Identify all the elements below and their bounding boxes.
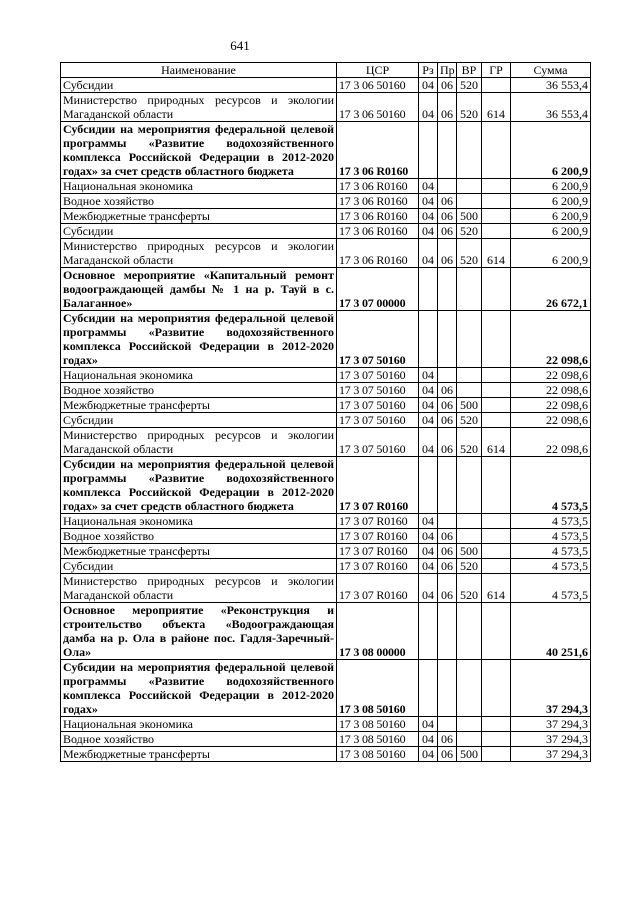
cell-vr: 520 <box>457 224 482 239</box>
cell-csr: 17 3 07 50160 <box>337 311 419 368</box>
cell-pr: 06 <box>438 529 457 544</box>
cell-sum: 37 294,3 <box>511 717 591 732</box>
cell-pr <box>438 717 457 732</box>
cell-vr: 500 <box>457 747 482 762</box>
cell-sum: 6 200,9 <box>511 239 591 268</box>
cell-sum: 37 294,3 <box>511 747 591 762</box>
cell-pr <box>438 660 457 717</box>
table-row <box>61 311 591 368</box>
cell-rz: 04 <box>419 93 438 122</box>
cell-rz: 04 <box>419 398 438 413</box>
cell-name: Министерство природных ресурсов и экологии Магаданской области <box>61 239 337 268</box>
cell-csr: 17 3 07 50160 <box>337 383 419 398</box>
cell-rz: 04 <box>419 514 438 529</box>
cell-csr: 17 3 08 50160 <box>337 717 419 732</box>
cell-gr: 614 <box>482 428 511 457</box>
cell-csr: 17 3 07 R0160 <box>337 559 419 574</box>
cell-vr <box>457 529 482 544</box>
cell-pr <box>438 514 457 529</box>
table-row <box>61 559 591 574</box>
cell-sum: 22 098,6 <box>511 413 591 428</box>
cell-gr <box>482 224 511 239</box>
cell-gr <box>482 514 511 529</box>
cell-sum: 22 098,6 <box>511 368 591 383</box>
header-name: Наименование <box>61 63 337 78</box>
table-row <box>61 574 591 603</box>
cell-name: Межбюджетные трансферты <box>61 209 337 224</box>
cell-rz: 04 <box>419 224 438 239</box>
cell-sum: 4 573,5 <box>511 574 591 603</box>
cell-vr <box>457 514 482 529</box>
table-row <box>61 732 591 747</box>
table-row <box>61 413 591 428</box>
cell-sum: 37 294,3 <box>511 732 591 747</box>
header-gr: ГР <box>482 63 511 78</box>
cell-csr: 17 3 06 R0160 <box>337 122 419 179</box>
cell-csr: 17 3 06 R0160 <box>337 224 419 239</box>
table-row <box>61 209 591 224</box>
cell-pr: 06 <box>438 428 457 457</box>
cell-csr: 17 3 07 00000 <box>337 268 419 311</box>
cell-pr: 06 <box>438 239 457 268</box>
cell-name: Субсидии на мероприятия федеральной целевой программы «Развитие водохозяйственного комплекса Российской Федерации в 2012-2020 годах» за счет средств областного бюджета <box>61 457 337 514</box>
cell-vr <box>457 660 482 717</box>
cell-sum: 4 573,5 <box>511 544 591 559</box>
header-rz: Рз <box>419 63 438 78</box>
table-body <box>61 78 591 762</box>
cell-gr <box>482 194 511 209</box>
table-row <box>61 93 591 122</box>
cell-rz <box>419 660 438 717</box>
cell-gr <box>482 311 511 368</box>
cell-rz: 04 <box>419 194 438 209</box>
cell-pr <box>438 311 457 368</box>
cell-csr: 17 3 08 50160 <box>337 732 419 747</box>
cell-rz: 04 <box>419 209 438 224</box>
cell-sum: 6 200,9 <box>511 179 591 194</box>
cell-rz: 04 <box>419 529 438 544</box>
cell-sum: 4 573,5 <box>511 529 591 544</box>
cell-name: Водное хозяйство <box>61 732 337 747</box>
cell-vr: 520 <box>457 78 482 93</box>
cell-rz: 04 <box>419 368 438 383</box>
cell-csr: 17 3 07 R0160 <box>337 529 419 544</box>
table-row <box>61 529 591 544</box>
cell-rz: 04 <box>419 559 438 574</box>
header-pr: Пр <box>438 63 457 78</box>
cell-rz: 04 <box>419 383 438 398</box>
cell-gr <box>482 179 511 194</box>
table-row <box>61 122 591 179</box>
cell-gr: 614 <box>482 93 511 122</box>
cell-gr <box>482 717 511 732</box>
cell-name: Основное мероприятие «Реконструкция и строительство объекта «Водоограждающая дамба на р. Ола в районе пос. Гадля-Заречный-Ола» <box>61 603 337 660</box>
cell-gr <box>482 529 511 544</box>
table-row <box>61 747 591 762</box>
cell-vr <box>457 368 482 383</box>
cell-rz: 04 <box>419 574 438 603</box>
cell-gr <box>482 209 511 224</box>
cell-sum: 36 553,4 <box>511 93 591 122</box>
table-row <box>61 383 591 398</box>
table-row <box>61 194 591 209</box>
cell-rz: 04 <box>419 717 438 732</box>
cell-csr: 17 3 08 50160 <box>337 660 419 717</box>
cell-vr: 520 <box>457 239 482 268</box>
cell-gr: 614 <box>482 574 511 603</box>
cell-gr <box>482 122 511 179</box>
cell-gr <box>482 660 511 717</box>
cell-csr: 17 3 08 00000 <box>337 603 419 660</box>
table-header-row <box>61 63 591 78</box>
cell-csr: 17 3 06 R0160 <box>337 209 419 224</box>
cell-vr: 520 <box>457 93 482 122</box>
cell-pr <box>438 122 457 179</box>
cell-gr <box>482 747 511 762</box>
cell-sum: 6 200,9 <box>511 194 591 209</box>
cell-vr <box>457 383 482 398</box>
cell-vr <box>457 603 482 660</box>
cell-sum: 6 200,9 <box>511 224 591 239</box>
cell-sum: 22 098,6 <box>511 311 591 368</box>
cell-csr: 17 3 07 50160 <box>337 428 419 457</box>
cell-name: Национальная экономика <box>61 368 337 383</box>
cell-name: Межбюджетные трансферты <box>61 544 337 559</box>
cell-rz: 04 <box>419 78 438 93</box>
table-row <box>61 457 591 514</box>
budget-table <box>60 62 591 762</box>
cell-gr <box>482 413 511 428</box>
cell-pr: 06 <box>438 574 457 603</box>
cell-vr: 500 <box>457 398 482 413</box>
cell-gr <box>482 559 511 574</box>
cell-rz <box>419 603 438 660</box>
cell-pr: 06 <box>438 413 457 428</box>
cell-rz: 04 <box>419 732 438 747</box>
header-vr: ВР <box>457 63 482 78</box>
cell-pr: 06 <box>438 747 457 762</box>
cell-vr <box>457 717 482 732</box>
cell-vr: 520 <box>457 559 482 574</box>
header-sum: Сумма <box>511 63 591 78</box>
cell-rz <box>419 268 438 311</box>
cell-csr: 17 3 07 R0160 <box>337 544 419 559</box>
cell-pr: 06 <box>438 732 457 747</box>
cell-gr <box>482 78 511 93</box>
cell-csr: 17 3 07 50160 <box>337 413 419 428</box>
cell-gr: 614 <box>482 239 511 268</box>
table-row <box>61 603 591 660</box>
cell-vr: 520 <box>457 574 482 603</box>
cell-vr <box>457 732 482 747</box>
cell-csr: 17 3 06 50160 <box>337 78 419 93</box>
cell-rz: 04 <box>419 428 438 457</box>
cell-name: Министерство природных ресурсов и экологии Магаданской области <box>61 93 337 122</box>
cell-sum: 4 573,5 <box>511 559 591 574</box>
cell-vr: 500 <box>457 209 482 224</box>
cell-vr: 520 <box>457 428 482 457</box>
cell-sum: 22 098,6 <box>511 383 591 398</box>
cell-pr <box>438 603 457 660</box>
cell-name: Субсидии на мероприятия федеральной целевой программы «Развитие водохозяйственного комплекса Российской Федерации в 2012-2020 годах» <box>61 311 337 368</box>
cell-sum: 6 200,9 <box>511 122 591 179</box>
cell-csr: 17 3 07 50160 <box>337 368 419 383</box>
cell-name: Субсидии <box>61 78 337 93</box>
cell-pr <box>438 268 457 311</box>
cell-rz: 04 <box>419 239 438 268</box>
cell-rz: 04 <box>419 747 438 762</box>
cell-pr: 06 <box>438 194 457 209</box>
cell-pr: 06 <box>438 544 457 559</box>
cell-vr <box>457 122 482 179</box>
cell-vr <box>457 457 482 514</box>
cell-csr: 17 3 06 R0160 <box>337 194 419 209</box>
cell-name: Межбюджетные трансферты <box>61 398 337 413</box>
cell-vr: 520 <box>457 413 482 428</box>
cell-pr: 06 <box>438 209 457 224</box>
cell-name: Субсидии <box>61 559 337 574</box>
cell-sum: 37 294,3 <box>511 660 591 717</box>
cell-gr <box>482 268 511 311</box>
cell-name: Водное хозяйство <box>61 383 337 398</box>
cell-rz <box>419 122 438 179</box>
cell-csr: 17 3 07 R0160 <box>337 574 419 603</box>
table-row <box>61 717 591 732</box>
cell-sum: 36 553,4 <box>511 78 591 93</box>
cell-name: Национальная экономика <box>61 514 337 529</box>
cell-vr <box>457 194 482 209</box>
cell-name: Министерство природных ресурсов и экологии Магаданской области <box>61 574 337 603</box>
cell-gr <box>482 398 511 413</box>
cell-csr: 17 3 07 R0160 <box>337 457 419 514</box>
page-number: 641 <box>230 38 250 53</box>
cell-vr <box>457 179 482 194</box>
cell-name: Водное хозяйство <box>61 194 337 209</box>
cell-pr: 06 <box>438 559 457 574</box>
cell-sum: 6 200,9 <box>511 209 591 224</box>
table-row <box>61 398 591 413</box>
cell-name: Субсидии на мероприятия федеральной целевой программы «Развитие водохозяйственного комплекса Российской Федерации в 2012-2020 годах» за счет средств областного бюджета <box>61 122 337 179</box>
cell-name: Субсидии <box>61 413 337 428</box>
cell-sum: 4 573,5 <box>511 457 591 514</box>
table-row <box>61 514 591 529</box>
table-row <box>61 544 591 559</box>
cell-gr <box>482 457 511 514</box>
cell-gr <box>482 603 511 660</box>
cell-sum: 26 672,1 <box>511 268 591 311</box>
cell-gr <box>482 368 511 383</box>
cell-pr: 06 <box>438 78 457 93</box>
cell-csr: 17 3 08 50160 <box>337 747 419 762</box>
cell-name: Национальная экономика <box>61 179 337 194</box>
table-row <box>61 268 591 311</box>
table-row <box>61 368 591 383</box>
table-row <box>61 428 591 457</box>
cell-sum: 22 098,6 <box>511 428 591 457</box>
cell-vr <box>457 268 482 311</box>
cell-csr: 17 3 07 50160 <box>337 398 419 413</box>
cell-pr: 06 <box>438 224 457 239</box>
cell-csr: 17 3 07 R0160 <box>337 514 419 529</box>
cell-pr <box>438 179 457 194</box>
cell-sum: 22 098,6 <box>511 398 591 413</box>
table-row <box>61 78 591 93</box>
cell-name: Национальная экономика <box>61 717 337 732</box>
cell-pr: 06 <box>438 93 457 122</box>
cell-name: Водное хозяйство <box>61 529 337 544</box>
cell-rz <box>419 457 438 514</box>
cell-name: Субсидии <box>61 224 337 239</box>
cell-pr: 06 <box>438 398 457 413</box>
cell-rz: 04 <box>419 544 438 559</box>
cell-name: Субсидии на мероприятия федеральной целевой программы «Развитие водохозяйственного комплекса Российской Федерации в 2012-2020 годах» <box>61 660 337 717</box>
cell-gr <box>482 544 511 559</box>
cell-csr: 17 3 06 R0160 <box>337 239 419 268</box>
table-row <box>61 179 591 194</box>
cell-vr: 500 <box>457 544 482 559</box>
table-row <box>61 239 591 268</box>
cell-pr <box>438 457 457 514</box>
cell-rz <box>419 311 438 368</box>
cell-gr <box>482 383 511 398</box>
table-row <box>61 224 591 239</box>
cell-pr: 06 <box>438 383 457 398</box>
cell-gr <box>482 732 511 747</box>
header-csr: ЦСР <box>337 63 419 78</box>
cell-sum: 4 573,5 <box>511 514 591 529</box>
cell-csr: 17 3 06 50160 <box>337 93 419 122</box>
cell-sum: 40 251,6 <box>511 603 591 660</box>
cell-name: Межбюджетные трансферты <box>61 747 337 762</box>
cell-rz: 04 <box>419 179 438 194</box>
cell-vr <box>457 311 482 368</box>
cell-name: Министерство природных ресурсов и экологии Магаданской области <box>61 428 337 457</box>
cell-csr: 17 3 06 R0160 <box>337 179 419 194</box>
cell-name: Основное мероприятие «Капитальный ремонт водоограждающей дамбы № 1 на р. Тауй в с. Балаганное» <box>61 268 337 311</box>
cell-pr <box>438 368 457 383</box>
table-row <box>61 660 591 717</box>
cell-rz: 04 <box>419 413 438 428</box>
